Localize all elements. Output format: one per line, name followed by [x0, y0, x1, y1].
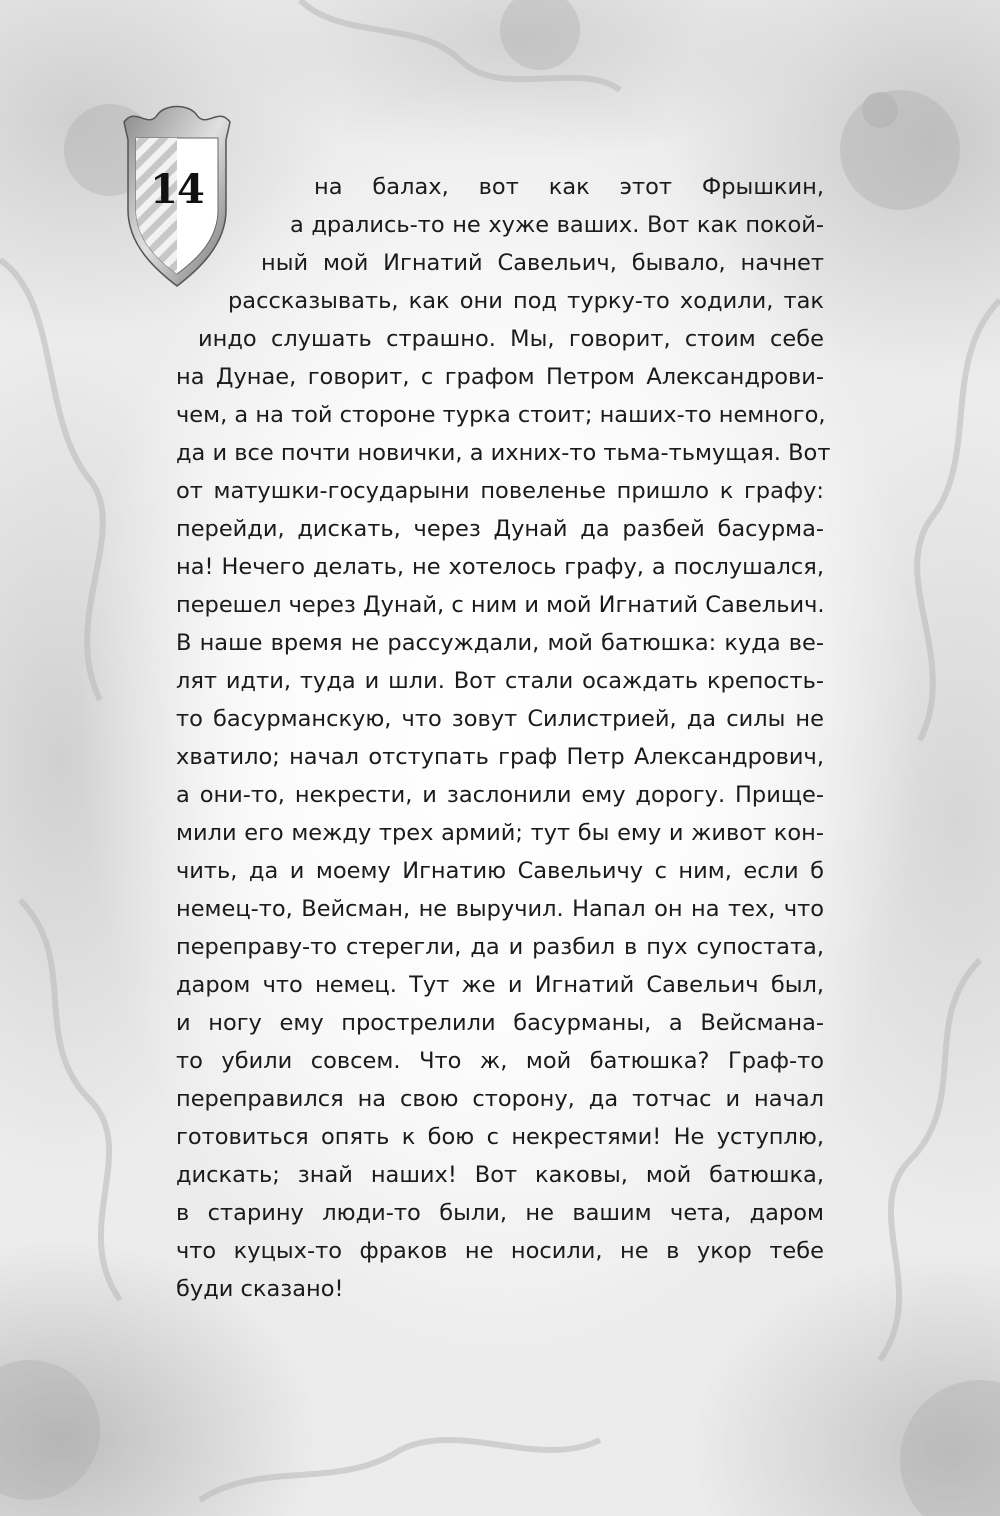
text-line: мили его между трех армий; тут бы ему и живот кон-	[176, 820, 824, 846]
text-line: В наше время не рассуждали, мой батюшка: куда ве-	[176, 630, 824, 656]
text-line: перейди, дискать, через Дунай да разбей басурма-	[176, 516, 824, 542]
text-line: да и все почти новички, а ихних-то тьма-тьмущая. Вот	[176, 440, 831, 466]
text-line: даром что немец. Тут же и Игнатий Савельич был,	[176, 972, 824, 998]
text-line: чем, а на той стороне турка стоит; наших-то немного,	[176, 402, 826, 428]
text-line: чить, да и моему Игнатию Савельичу с ним, если б	[176, 858, 824, 884]
text-line: что куцых-то фраков не носили, не в укор тебе	[176, 1238, 824, 1264]
text-line: немец-то, Вейсман, не выручил. Напал он на тех, что	[176, 896, 824, 922]
text-line: готовиться опять к бою с некрестями! Не уступлю,	[176, 1124, 824, 1150]
text-line: ный мой Игнатий Савельич, бывало, начнет	[261, 250, 824, 276]
text-line: то убили совсем. Что ж, мой батюшка? Граф-то	[176, 1048, 824, 1074]
text-line: на балах, вот как этот Фрышкин,	[314, 174, 824, 200]
text-line: хватило; начал отступать граф Петр Александрович,	[176, 744, 824, 770]
text-line: и ногу ему прострелили басурманы, а Вейсмана-	[176, 1010, 824, 1036]
text-line: а они-то, некрести, и заслонили ему дорогу. Прище-	[176, 782, 824, 808]
text-line: на Дунае, говорит, с графом Петром Александрови-	[176, 364, 824, 390]
text-line: в старину люди-то были, не вашим чета, даром	[176, 1200, 824, 1226]
text-line: а дрались-то не хуже ваших. Вот как покой-	[290, 212, 824, 238]
text-line: перешел через Дунай, с ним и мой Игнатий Савельич.	[176, 592, 825, 618]
text-line: переправу-то стерегли, да и разбил в пух супостата,	[176, 934, 824, 960]
text-line: от матушки-государыни повеленье пришло к графу:	[176, 478, 824, 504]
text-line: дискать; знай наших! Вот каковы, мой батюшка,	[176, 1162, 824, 1188]
text-line: то басурманскую, что зовут Силистрией, да силы не	[176, 706, 824, 732]
text-line: переправился на свою сторону, да тотчас и начал	[176, 1086, 824, 1112]
page-number: 14	[150, 166, 204, 213]
text-line: буди сказано!	[176, 1276, 344, 1302]
text-line: лят идти, туда и шли. Вот стали осаждать крепость-	[176, 668, 824, 694]
text-line: рассказывать, как они под турку-то ходили, так	[228, 288, 824, 314]
text-line: на! Нечего делать, не хотелось графу, а послушался,	[176, 554, 824, 580]
text-line: индо слушать страшно. Мы, говорит, стоим себе	[198, 326, 824, 352]
